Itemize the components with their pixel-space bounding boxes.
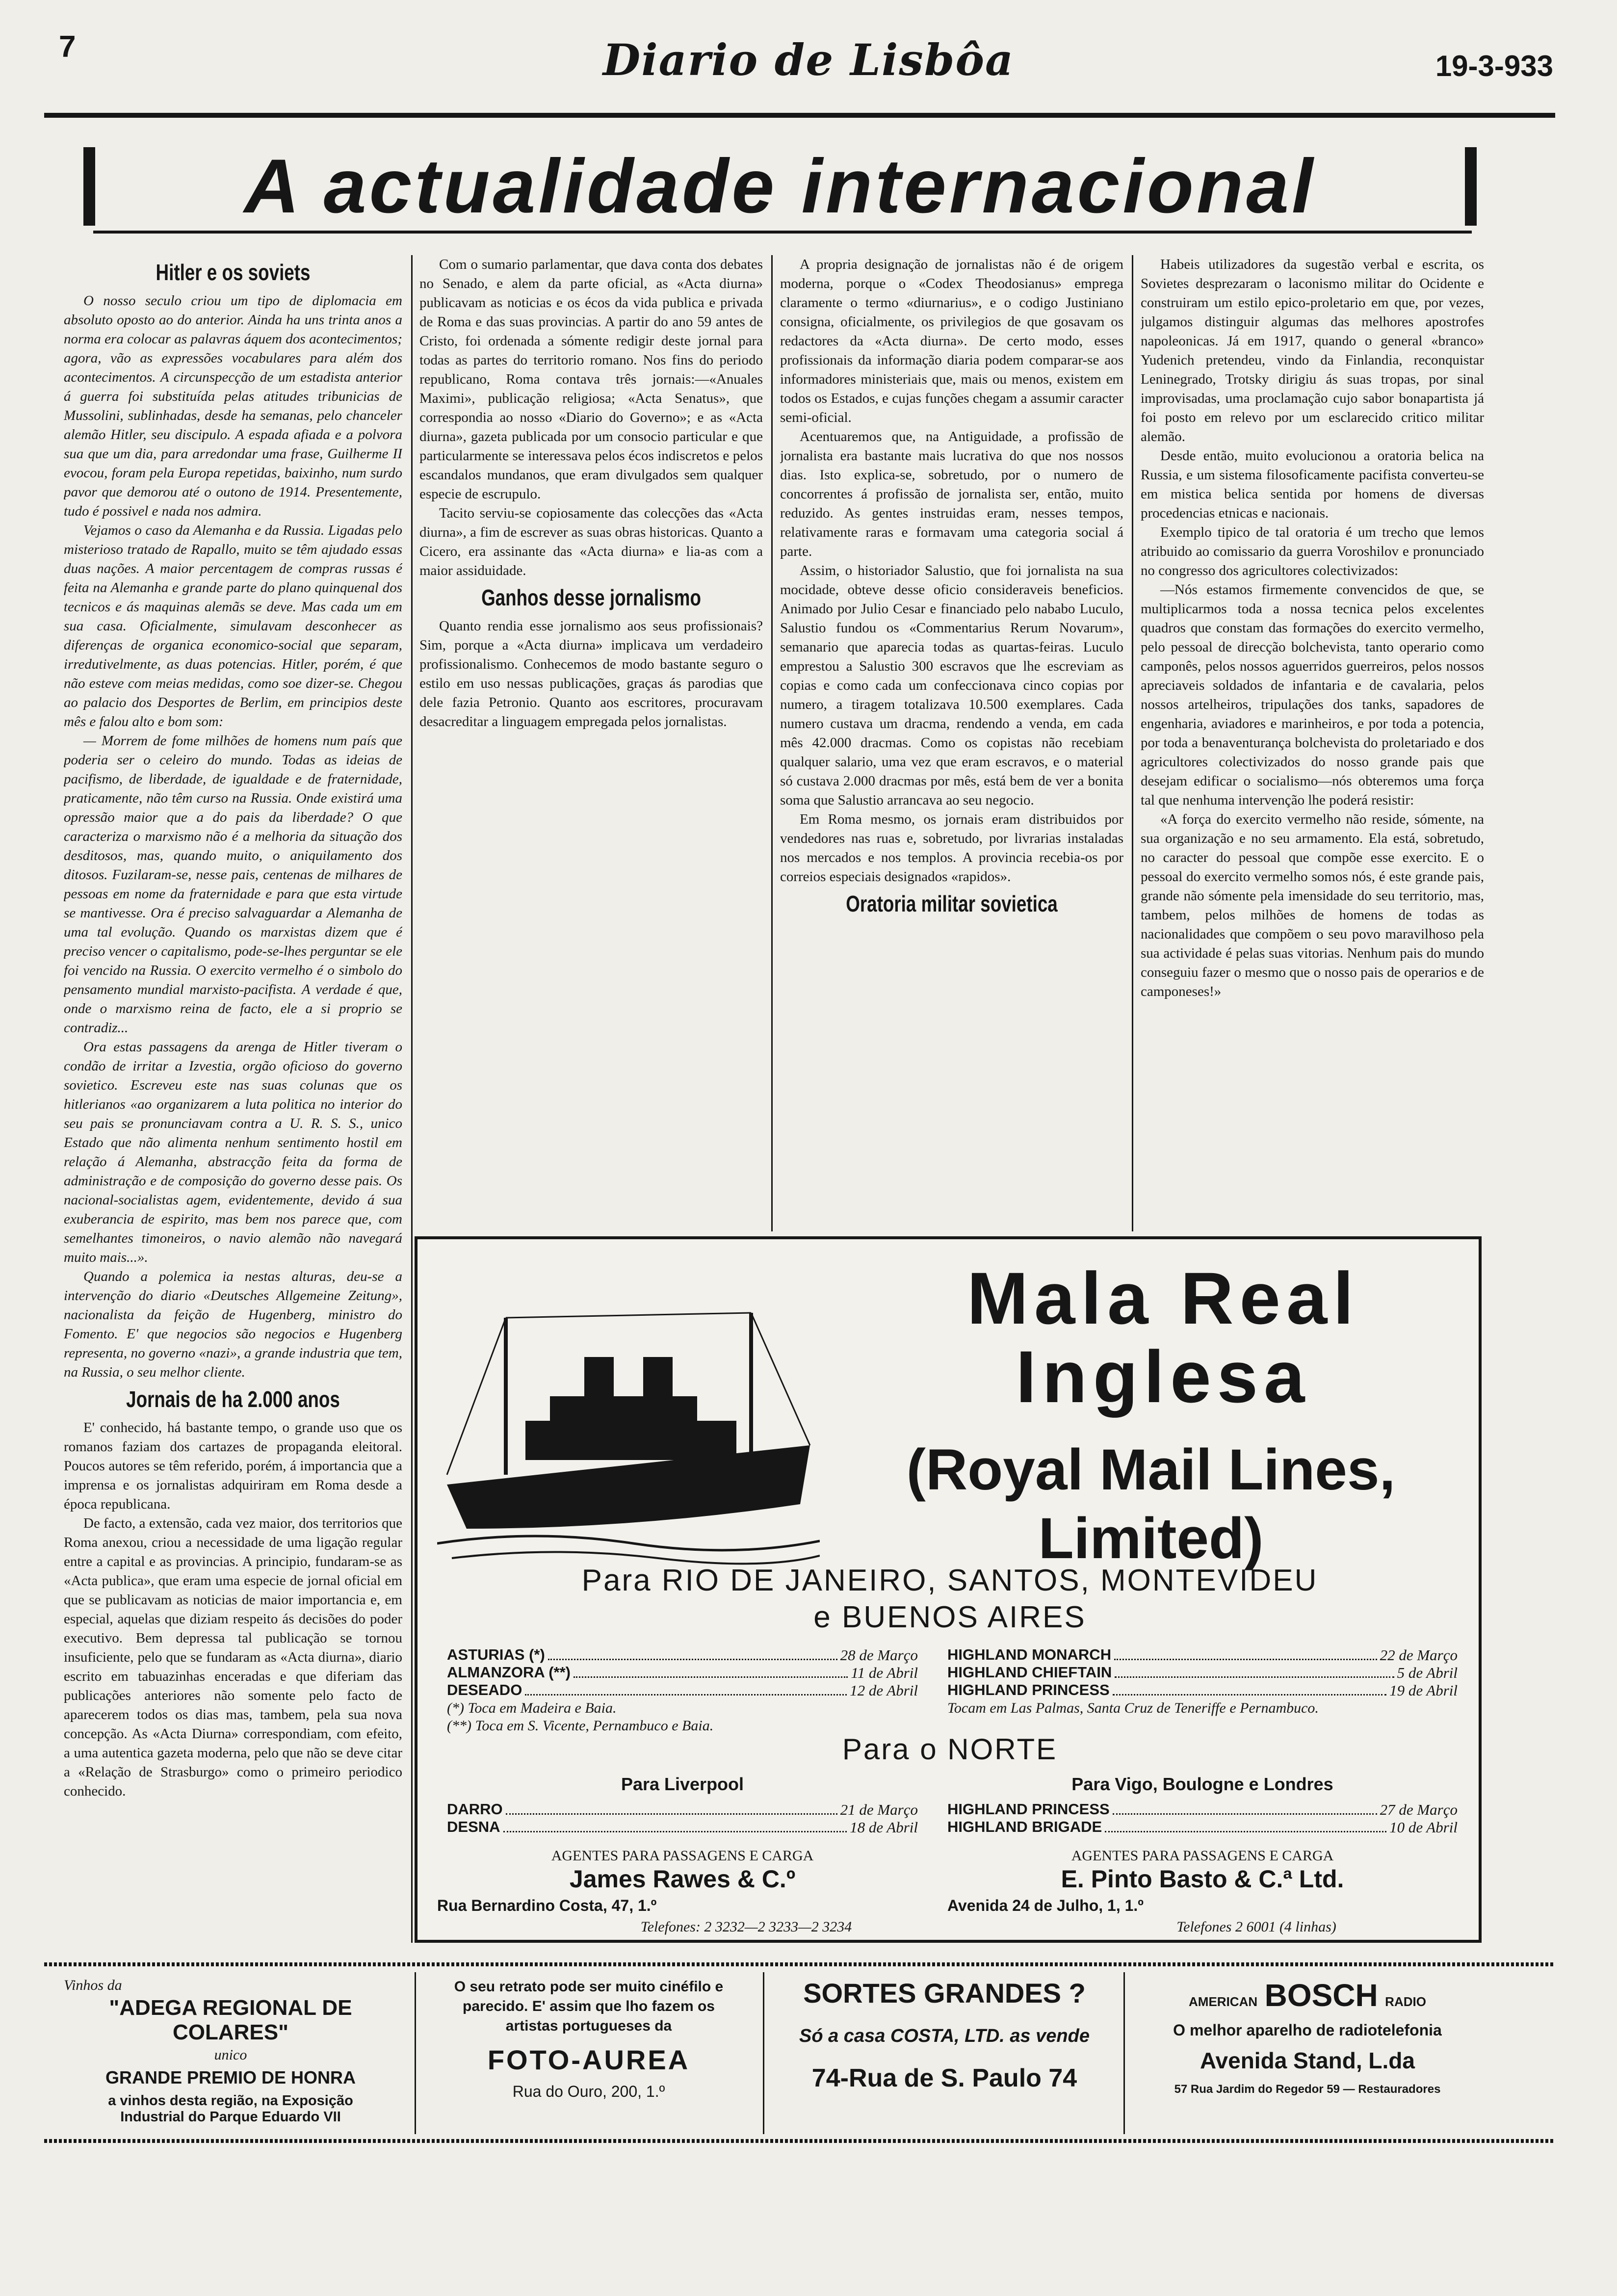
section-title: A actualidade internacional	[244, 144, 1316, 229]
sailing-row: HIGHLAND BRIGADE 10 de Abril	[947, 1818, 1458, 1836]
article-paragraph: Habeis utilizadores da sugestão verbal e escrita, os Sovietes desprezaram o laconismo militar do Ocidente e construiram um estilo epico-proletario em que, por vezes, julgamos distinguir algumas das melhores apostrofes napoleonicas. Já em 1917, quando o general «branco» Yudenich pretendeu, vindo da Finlandia, reconquistar Leninegrado, Trotsky dirigiu ás suas tropas, por sinal improvisadas, uma proclamação cujo sabor bonapartista já foi posto em relevo por um esclarecido critico militar alemão.	[1141, 257, 1484, 444]
ad-note: (*) Toca em Madeira e Baia.	[447, 1700, 617, 1716]
article-paragraph: A propria designação de jornalistas não é de origem moderna, porque o «Codex Theodosianus» emprega claramente o termo «diurnarius», e o codigo Justiniano consigna, oficialmente, os privilegios de que gosavam os redactores da «Acta diurna». De certo modo, esses profissionais da informação diaria podem comparar-se aos informadores ministeriais que, mais ou menos, existem em todos os Estados, e cujas funções chegam a assumir caracter semi-oficial.	[780, 257, 1123, 425]
southbound-list-right	[947, 1646, 1458, 1717]
sailing-row: HIGHLAND PRINCESS 19 de Abril	[947, 1681, 1458, 1699]
ad-subtitle: Inglesa	[1016, 1335, 1311, 1418]
article-paragraph: Desde então, muito evolucionou a oratoria belica na Russia, e um sistema filosoficamente pacifista converteu-se em mistica belica sentida por homens de diversas procedencias etnicas e nacionais.	[1141, 448, 1484, 521]
column-3	[780, 255, 1123, 1231]
ad-text: unico	[214, 2047, 247, 2063]
article-heading: Oratoria militar sovietica	[846, 891, 1058, 916]
article-heading: Hitler e os soviets	[156, 260, 311, 285]
article-heading: Jornais de ha 2.000 anos	[126, 1386, 340, 1412]
shipping-advertisement	[415, 1236, 1482, 1943]
sailing-row: HIGHLAND MONARCH 22 de Março	[947, 1646, 1458, 1664]
column-2	[419, 255, 763, 1231]
footer-ad-sortes	[770, 1972, 1119, 2134]
ad-note: (**) Toca em S. Vicente, Pernambuco e Baia.	[447, 1718, 714, 1734]
sailing-row: HIGHLAND CHIEFTAIN 5 de Abril	[947, 1664, 1458, 1681]
footer-separator	[415, 1972, 416, 2134]
vigo-list	[947, 1801, 1458, 1836]
ad-route: Para RIO DE JANEIRO, SANTOS, MONTEVIDEU	[581, 1564, 1318, 1597]
header-rule	[44, 113, 1555, 118]
southbound-list-left	[447, 1646, 918, 1735]
ad-text: "ADEGA REGIONAL DE COLARES"	[109, 1996, 352, 2044]
article-paragraph: De facto, a extensão, cada vez maior, dos territorios que Roma anexou, criou a necessidade de uma ligação regular entre a capital e as provincias. A principio, fundaram-se as «Acta publica», que eram uma especie de jornal oficial em que se publicavam as noticias de maior importancia e, em especial, aquelas que diziam respeito ás decisões do poder executivo. Bem depressa tal publicação se tornou insuficiente, pelo que se fundaram as «Acta diurna», diario escrito em tabuazinhas enceradas e que diferiam das publicações anteriores não somente pelo facto de aparecerem todos os dias mas, tambem, pela sua nova concepção. As «Acta Diurna» correspondiam, com efeito, a uma autentica gazeta moderna, pelo que não se deve citar a «Relação de Strasburgo» como o primeiro periodico conhecido.	[64, 1515, 402, 1799]
article-paragraph: Quando a polemica ia nestas alturas, deu-se a intervenção do diario «Deutsches Allgemeine Zeitung», nacionalista da feição de Hugenberg, ministro do Fomento. E' que negocios são negocios e Hugenberg representa, no governo «nazi», a grande industria que tem, na Russia, o seu melhor cliente.	[64, 1269, 402, 1380]
footer-rule	[44, 2139, 1555, 2143]
masthead: Diario de Lisbôa	[602, 34, 1015, 85]
article-paragraph: Tacito serviu-se copiosamente das colecções das «Acta diurna», a fim de escrever as suas obras historicas. Quanto a Cicero, era assinante das «Acta diurna» e lia-as com a maior assiduidade.	[419, 505, 763, 578]
footer-separator	[1123, 1972, 1125, 2134]
agents-heading: AGENTES PARA PASSAGENS E CARGA	[551, 1848, 814, 1864]
article-paragraph: —Nós estamos firmemente convencidos de que, se multiplicarmos toda a nossa tecnica pelos excelentes quadros que constam das formações do exercito vermelho, pelo pessoal de direcção bolchevista, tanto operario como camponês, pelos nossos aguerridos guerreiros, pelos nossos apreciaveis soldados de infantaria e de cavalaria, pelos nossos artelheiros, tripulações dos tanks, sapadores de engenharia, aviadores e marinheiros, e por toda a potencia, por toda a benaventurança bolchevista do proletariado e dos agricultores colectivizados do nosso grande pais que desejam edificar o socialismo—nós obteremos uma força tal que nenhuma intervenção lhe poderá resistir:	[1141, 582, 1484, 808]
article-paragraph: Com o sumario parlamentar, que dava conta dos debates no Senado, e alem da parte oficial, as «Acta diurna» publicavam as noticias e os écos da vida publica e privada de Roma e das suas provincias. A partir do ano 59 antes de Cristo, foi ordenada a sómente redigir deste jornal para todas as partes do territorio romano. Nos fins do periodo republicano, Roma contava três jornais:—«Anuales Maximi», publicação religiosa; «Acta Senatus», que correspondia ao nosso «Diario do Governo»; e as «Acta diurna», gazeta publicada por um consocio particular e que particularmente se interessava pelos écos indiscretos e pelos escandalos mundanos, que eram divulgados sem qualquer especie de escrupulo.	[419, 257, 763, 502]
sailing-row: DESNA 18 de Abril	[447, 1818, 918, 1836]
ad-text: Industrial do Parque Eduardo VII	[120, 2109, 341, 2125]
ad-text: Avenida Stand, L.da	[1200, 2048, 1415, 2073]
agent-phone: Telefones 2 6001 (4 linhas)	[1176, 1919, 1336, 1935]
agent-address: Avenida 24 de Julho, 1, 1.º	[947, 1897, 1144, 1914]
ad-text: O seu retrato pode ser muito cinéfilo e parecido. E' assim que lho fazem os artistas portugueses da	[454, 1979, 724, 2034]
issue-date: 19-3-933	[1435, 50, 1553, 82]
article-paragraph: O nosso seculo criou um tipo de diplomacia em absoluto oposto ao do anterior. Ainda ha uns trinta anos a norma era colocar as palavras áquem dos acontecimentos; agora, vão as expressões vocabulares para além dos acontecimentos. A circunspecção de um estadista anterior á guerra foi substituída pelas atitudes tribunicias de Mussolini, sublinhadas, desde ha semanas, pelo chanceler alemão Hitler, seu discipulo. A espada afiada e a polvora sua que um dia, para arredondar uma frase, Guilherme II evocou, foram pela Europa repetidas, baixinho, num surdo pavor que demorou até o outono de 1914. Presentemente, tudo é possivel e nada nos admira.	[64, 293, 402, 519]
article-paragraph: Ora estas passagens da arenga de Hitler tiveram o condão de irritar a Izvestia, orgão oficioso do governo sovietico. Escreveu este nas suas colunas que os hitlerianos «ao organizarem a luta politica no interior do seu pais se pronunciavam contra a U. R. S. S., unico Estado que não alimenta nenhum sentimento hostil em relação á Alemanha, abstracção feita da forma de administração e de composição do governo desse pais. Os nacional-socialistas agem, evidentemente, devido á sua exuberancia de espirito, mas bem nos parece que, com semelhantes timoneiros, o navio alemão não navegará muito mais...».	[64, 1039, 402, 1265]
ad-title: Mala Real	[967, 1257, 1359, 1339]
ad-route-2: e BUENOS AIRES	[813, 1600, 1086, 1634]
ad-text: O melhor aparelho de radiotelefonia	[1173, 2021, 1442, 2039]
sailing-row: DARRO 21 de Março	[447, 1800, 918, 1818]
column-4	[1141, 255, 1484, 1231]
banner-rule	[93, 231, 1472, 234]
article-paragraph: Quanto rendia esse jornalismo aos seus profissionais? Sim, porque a «Acta diurna» implicava um verdadeiro profissionalismo. Conhecemos de modo bastante seguro o estilo em uso nessas publicações, graças ás parodias que dele fazia Petronio. Quanto aos escritores, procuravam desacreditar a linguagem empregada pelos jornalistas.	[419, 618, 763, 730]
column-rule	[411, 255, 413, 1943]
sailing-row: ASTURIAS (*) 28 de Março	[447, 1646, 918, 1664]
footer-ad-foto-aurea	[422, 1972, 756, 2134]
column-rule	[771, 255, 773, 1231]
article-paragraph: Acentuaremos que, na Antiguidade, a profissão de jornalista era bastante mais lucrativa do que nos nossos dias. Isto explica-se, sobretudo, por o numero de concorrentes á profissão de jornalista ser, então, muito reduzido. As gentes instruidas eram, nesses tempos, relativamente raras e formavam uma categoria social á parte.	[780, 429, 1123, 559]
liverpool-list	[447, 1801, 918, 1836]
ad-text: FOTO-AUREA	[487, 2044, 690, 2075]
article-paragraph: «A força do exercito vermelho não reside, sómente, na sua organização e no seu armamento. Ela está, sobretudo, no caracter do pessoal que compõe esse exercito. E o pessoal do exercito vermelho somos nós, é este grande pais, grande não sómente pela imensidade do seu territorio, mas, tambem, pelos milhões de homens de todas as nacionalidades que compõem o seu povo maravilhoso pela sua actividade é pelas suas vitorias. Nenhum pais do mundo conseguiu fazer o mesmo que o nosso pais de operarios e de camponeses!»	[1141, 811, 1484, 999]
footer-ad-colares	[54, 1972, 407, 2134]
ad-brand: AMERICAN BOSCH RADIO	[1189, 1978, 1426, 2013]
article-paragraph: Vejamos o caso da Alemanha e da Russia. Ligadas pelo misterioso tratado de Rapallo, muito se têm ajudado essas duas nações. A maior percentagem de compras russas é feita na Alemanha e grande parte do plano quinquenal dos tecnicos e ás maquinas alemãs se deve. Mas cada um em sua casa. Oficialmente, simulavam desconhecer as diferenças de organica economico-social que separam, irredutivelmente, as duas potencias. Hitler, porém, é que não esteve com meias medidas, como soe dizer-se. Chegou ao palacio dos Desportes de Berlim, em principios deste mês e falou alto e bom som:	[64, 522, 402, 730]
sailing-row: HIGHLAND PRINCESS 27 de Março	[947, 1800, 1458, 1818]
ad-text: Rua do Ouro, 200, 1.º	[512, 2083, 665, 2100]
vigo-heading: Para Vigo, Boulogne e Londres	[1071, 1774, 1333, 1794]
ad-text: GRANDE PREMIO DE HONRA	[105, 2067, 356, 2087]
sailing-row: DESEADO 12 de Abril	[447, 1681, 918, 1699]
ad-note: Tocam em Las Palmas, Santa Cruz de Teneriffe e Pernambuco.	[947, 1700, 1319, 1716]
agent-name: James Rawes & C.º	[569, 1865, 796, 1893]
ad-text: Só a casa COSTA, LTD. as vende	[799, 2026, 1090, 2046]
ad-company: (Royal Mail Lines, Limited)	[906, 1437, 1396, 1571]
article-paragraph: — Morrem de fome milhões de homens num país que poderia ser o celeiro do mundo. Todas as ideias de pacifismo, de liberdade, de igualdade e de fraternidade, praticamente, não têm curso na Russia. Onde existirá uma opressão maior que a do pais da liberdade? O que caracteriza o marxismo não é a melhoria da situação dos desditosos, mas, quando muito, o aniquilamento dos ditosos. Fuzilaram-se, nesse pais, centenas de milhares de pessoas em nome da fraternidade e para que esta virtude se mantivesse. Ora é preciso salvaguardar a Alemanha de uma tal evolução. Quando os marxistas dizem que é preciso vencer o capitalismo, pode-se-lhes perguntar se ele foi vencido na Russia. O exercito vermelho é o simbolo do pensamento mundial marxisto-pacifista. A verdade é que, onde o marxismo reina de facto, ele a si proprio se contradiz...	[64, 733, 402, 1036]
ad-text: 57 Rua Jardim do Regedor 59 — Restauradores	[1174, 2083, 1441, 2096]
sailing-row: ALMANZORA (**) 11 de Abril	[447, 1664, 918, 1681]
agent-name: E. Pinto Basto & C.ª Ltd.	[1061, 1865, 1344, 1893]
agent-address: Rua Bernardino Costa, 47, 1.º	[437, 1897, 657, 1914]
article-paragraph: E' conhecido, há bastante tempo, o grande uso que os romanos faziam dos cartazes de propaganda eleitoral. Poucos autores se têm referido, porém, á importancia que a imprensa e os jornalistas adquiriram em Roma desde a época republicana.	[64, 1420, 402, 1512]
article-heading: Ganhos desse jornalismo	[481, 585, 701, 610]
footer-separator	[763, 1972, 764, 2134]
article-paragraph: Assim, o historiador Salustio, que foi jornalista na sua mocidade, obteve desse oficio consideraveis beneficios. Animado por Julio Cesar e financiado pelo nababo Luculo, Salustio fundou os «Commentarius Rerum Novarum», semanario que aparecia todas as quartas-feiras. Luculo emprestou a Salustio 300 escravos que lhe escreviam as copias e como cada um confeccionava cinco copias por numero, a tiragem totalizava 10.500 exemplares. Cada numero custava um dracma, rendendo a venda, em cada mês 42.000 dracmas. Como os copistas não recebiam qualquer salario, uma vez que eram escravos, e o material só custava 2.000 dracmas por mês, está bem de ver a bonita soma que Salustio arrancava ao seu negocio.	[780, 563, 1123, 808]
liverpool-heading: Para Liverpool	[621, 1774, 744, 1794]
ad-text: Vinhos da	[64, 1977, 122, 1993]
column-rule	[1132, 255, 1133, 1231]
article-paragraph: Em Roma mesmo, os jornais eram distribuidos por vendedores nas ruas e, sobretudo, por livrarias instaladas nos mercados e nos templos. A provincia recebia-os por correios especiais designados «rapidos».	[780, 811, 1123, 885]
page-number: 7	[59, 30, 76, 64]
agent-phone: Telefones: 2 3232—2 3233—2 3234	[640, 1919, 852, 1935]
article-paragraph: Exemplo tipico de tal oratoria é um trecho que lemos atribuido ao comissario da guerra Voroshilov e pronunciado no congresso dos agricultores colectivizados:	[1141, 524, 1484, 578]
footer-ad-bosch	[1131, 1972, 1484, 2134]
ad-norte: Para o NORTE	[842, 1733, 1058, 1766]
ad-text: a vinhos desta região, na Exposição	[108, 2093, 353, 2109]
footer-rule	[44, 1962, 1555, 1966]
ad-text: SORTES GRANDES ?	[803, 1978, 1086, 2009]
section-banner	[83, 144, 1477, 229]
ad-text: 74-Rua de S. Paulo 74	[811, 2064, 1077, 2092]
steamship-illustration	[437, 1298, 820, 1573]
agents-heading: AGENTES PARA PASSAGENS E CARGA	[1071, 1848, 1334, 1864]
